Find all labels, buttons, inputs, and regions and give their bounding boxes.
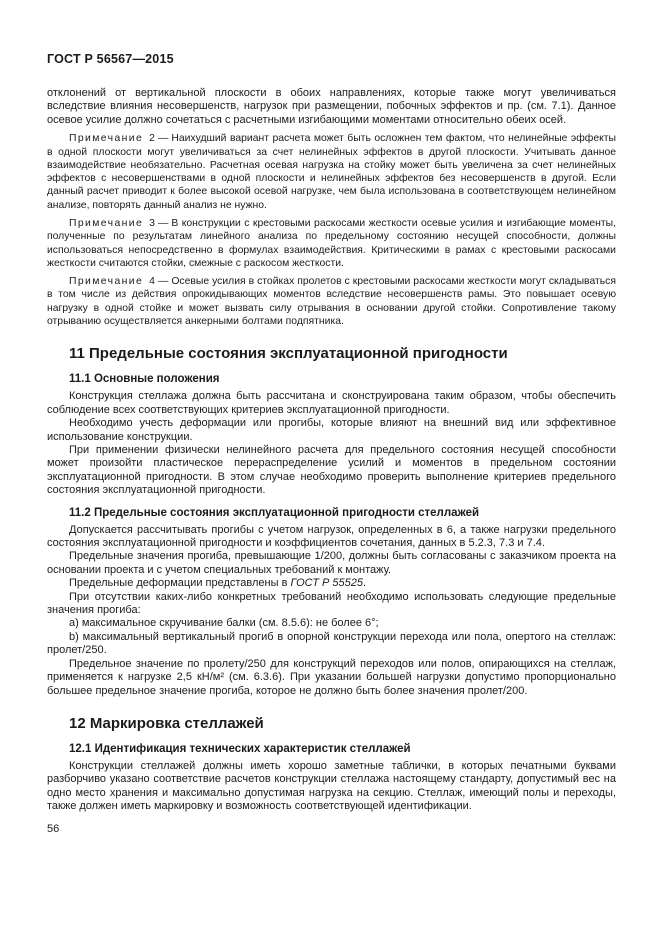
note-number: 2 bbox=[149, 133, 155, 145]
note-label: Примечание bbox=[69, 133, 144, 145]
subsection-heading: 12.1 Идентификация технических характеристик стеллажей bbox=[69, 742, 411, 755]
paragraph: a) максимальное скручивание балки (см. 8.5.6): не более 6°; bbox=[69, 617, 379, 630]
note-number: 3 bbox=[149, 218, 155, 229]
paragraph: Конструкции стеллажей должны иметь хорошо заметные таблички, в которых печатными буквами разборчиво указано соответствие расчетов конструкции стеллажа настоящему стандарту, допустимый вес на одно место хранения и максимально допустимая нагрузка на секцию. Стеллаж, имеющий полы и переходы, также должен иметь маркировку и возможность соответствующей идентификации. bbox=[47, 759, 616, 813]
note-dash: — bbox=[157, 218, 169, 229]
paragraph: Допускается рассчитывать прогибы с учетом нагрузок, определенных в 6, а также нагрузки предельного состояния эксплуатационной пригодности и коэффициентов сочетания, данных в 5.2.3, 7.3 и 7.4. bbox=[47, 523, 616, 550]
note-label: Примечание bbox=[69, 218, 144, 229]
note-text: Осевые усилия в стойках пролетов с крестовыми раскосами жесткости могут складываться в том числе из действия опрокидывающих моментов вследствие несовершенств рамы. Это повышает осевую нагрузку в одной стойке и может вызвать силу отрывания в основании другой стойки. Сопротивление такому отрыванию осуществляется анкерными болтами подпятника. bbox=[47, 276, 616, 328]
paragraph: b) максимальный вертикальный прогиб в опорной конструкции перехода или пола, опертого на стеллаж: пролет/250. bbox=[47, 630, 616, 657]
paragraph: При отсутствии каких-либо конкретных требований необходимо использовать следующие предельные значения прогиба: bbox=[47, 590, 616, 617]
paragraph: отклонений от вертикальной плоскости в обоих направлениях, которые также могут увеличиваться вследствие влияния несовершенств, нагрузок при размещении, побочных эффектов и пр. (см. 7.1). Данное осевое усилие должно сочетаться с расчетными изгибающими моментами относительно обеих осей. bbox=[47, 87, 616, 126]
section-heading: 12 Маркировка стеллажей bbox=[69, 714, 264, 732]
note-dash: — bbox=[157, 133, 169, 145]
paragraph-text: . bbox=[363, 577, 367, 590]
paragraph: Необходимо учесть деформации или прогибы, которые влияют на внешний вид или эффективное использование конструкции. bbox=[47, 417, 616, 443]
paragraph: Предельное значение по пролету/250 для конструкций переходов или полов, опирающихся на стеллаж, применяется к нагрузке 2,5 кН/м² (см. 6.3.6). При указании большей нагрузки допустимо пропорционально большее предельное значение прогиба, которое не должно быть более значения пролет/200. bbox=[47, 657, 616, 697]
paragraph: Предельные значения прогиба, превышающие 1/200, должны быть согласованы с заказчиком проекта на основании проекта и с учетом специальных требований к монтажу. bbox=[47, 550, 616, 576]
note-paragraph bbox=[47, 275, 616, 328]
paragraph: При применении физически нелинейного расчета для предельного состояния несущей способности может произойти пластическое перераспределение усилий и моментов в предельном состоянии эксплуатационной пригодности. В этом случае необходимо проверить выполнение критериев предельного состояния эксплуатационной пригодности. bbox=[47, 444, 616, 497]
document-code: ГОСТ Р 56567—2015 bbox=[47, 52, 174, 66]
note-dash: — bbox=[157, 276, 169, 288]
note-text: Наихудший вариант расчета может быть осложнен тем фактом, что нелинейные эффекты в одной плоскости могут увеличиваться за счет нелинейных эффектов в другой плоскости. Учитывать данное взаимодействие необязательно. Расчетная осевая нагрузка на стойку может быть увеличена за счет нелинейных эффектов с несовершенствами в одной плоскости и нелинейных эффектов без несовершенств в другой. Если данный расчет приводит к более высокой осевой нагрузке, чем была использована в соответствующем нелинейном анализе, повторять данный анализ не нужно. bbox=[47, 133, 616, 211]
paragraph bbox=[47, 577, 616, 590]
subsection-heading: 11.1 Основные положения bbox=[69, 373, 220, 386]
section-heading: 11 Предельные состояния эксплуатационной пригодности bbox=[69, 345, 508, 363]
subsection-heading: 11.2 Предельные состояния эксплуатационной пригодности стеллажей bbox=[69, 506, 480, 519]
page-number: 56 bbox=[47, 822, 60, 835]
document-body bbox=[47, 87, 616, 814]
note-label: Примечание bbox=[69, 276, 144, 288]
paragraph: Конструкция стеллажа должна быть рассчитана и сконструирована таким образом, чтобы обеспечить соблюдение всех соответствующих критериев эксплуатационной пригодности. bbox=[47, 390, 616, 416]
note-paragraph bbox=[47, 217, 616, 270]
note-number: 4 bbox=[149, 276, 155, 288]
paragraph-text: Предельные деформации представлены в bbox=[69, 577, 291, 590]
note-paragraph bbox=[47, 132, 616, 212]
standard-reference: ГОСТ Р 55525 bbox=[290, 577, 364, 590]
note-text: В конструкции с крестовыми раскосами жесткости осевые усилия и изгибающие моменты, полученные по результатам линейного анализа по предельному состоянию несущей способности, должны использоваться непосредственно в формулах взаимодействия. Критическими в рамах с крестовыми раскосами жесткости считаются стойки, смежные с раскосом жесткости. bbox=[47, 218, 616, 269]
